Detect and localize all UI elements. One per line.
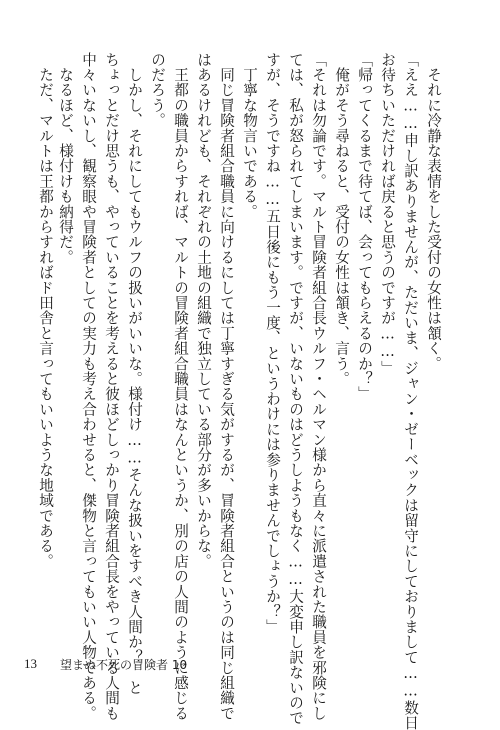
page-number: 13: [24, 656, 37, 671]
text-column-10: 同じ冒険者組合職員に向けるにしては丁寧すぎる気がするが、冒険者組合というのは同じ組織で: [218, 52, 235, 721]
text-column-3: お待ちいただければ戻ると思うのですが……」: [379, 52, 396, 376]
text-column-15: ちょっとだけ思うも、やっていることを考えると彼ほどしっかり冒険者組合長をやっている人間も: [103, 52, 120, 721]
text-column-17: なるほど、様付けも納得だ。: [57, 52, 74, 265]
text-column-4: 「帰ってくるまで待てば、会ってもらえるのか？」: [356, 52, 373, 402]
text-column-2: 「ええ……申し訳ありませんが、ただいま、ジャン・ゼーベックは留守にしておりまして……数日: [402, 52, 419, 730]
text-column-12: 王都の職員からすれば、マルトの冒険者組合職員はなんというか、別の店の人間のように感じる: [172, 52, 189, 721]
text-column-5: 俺がそう尋ねると、受付の女性は頷き、言う。: [333, 52, 350, 387]
text-column-14: しかし、それにしてもウルフの扱いがいいな。様付け……そんな扱いをすべき人間か？ と: [126, 52, 143, 696]
text-column-6: 「それは勿論です。マルト冒険者組合長ウルフ・ヘルマン様から直々に派遣された職員を邪険にし: [310, 52, 327, 721]
book-title: 望まぬ不死の冒険者 10: [60, 658, 188, 672]
text-column-8: すが、そうですね……五日後にもう一度、というわけには参りませんでしょうか？」: [264, 52, 281, 635]
text-column-1: それに冷静な表情をした受付の女性は頷く。: [425, 52, 442, 372]
text-column-13: のだろう。: [149, 52, 166, 128]
text-column-16: 中々いないし、観察眼や冒険者としての実力も考え合わせると、傑物と言ってもいい人物である。: [80, 52, 97, 721]
text-column-7: ては、私が怒られてしまいます。ですが、いないものはどうしようもなく……大変申し訳ないので: [287, 52, 304, 726]
text-column-9: 丁寧な物言いである。: [241, 52, 258, 220]
text-column-18: ただ、マルトは王都からすればド田舎と言ってもいいような地域である。: [37, 52, 54, 569]
text-column-11: はあるけれども、それぞれの土地の組織で独立している部分が多いからな。: [195, 52, 212, 569]
